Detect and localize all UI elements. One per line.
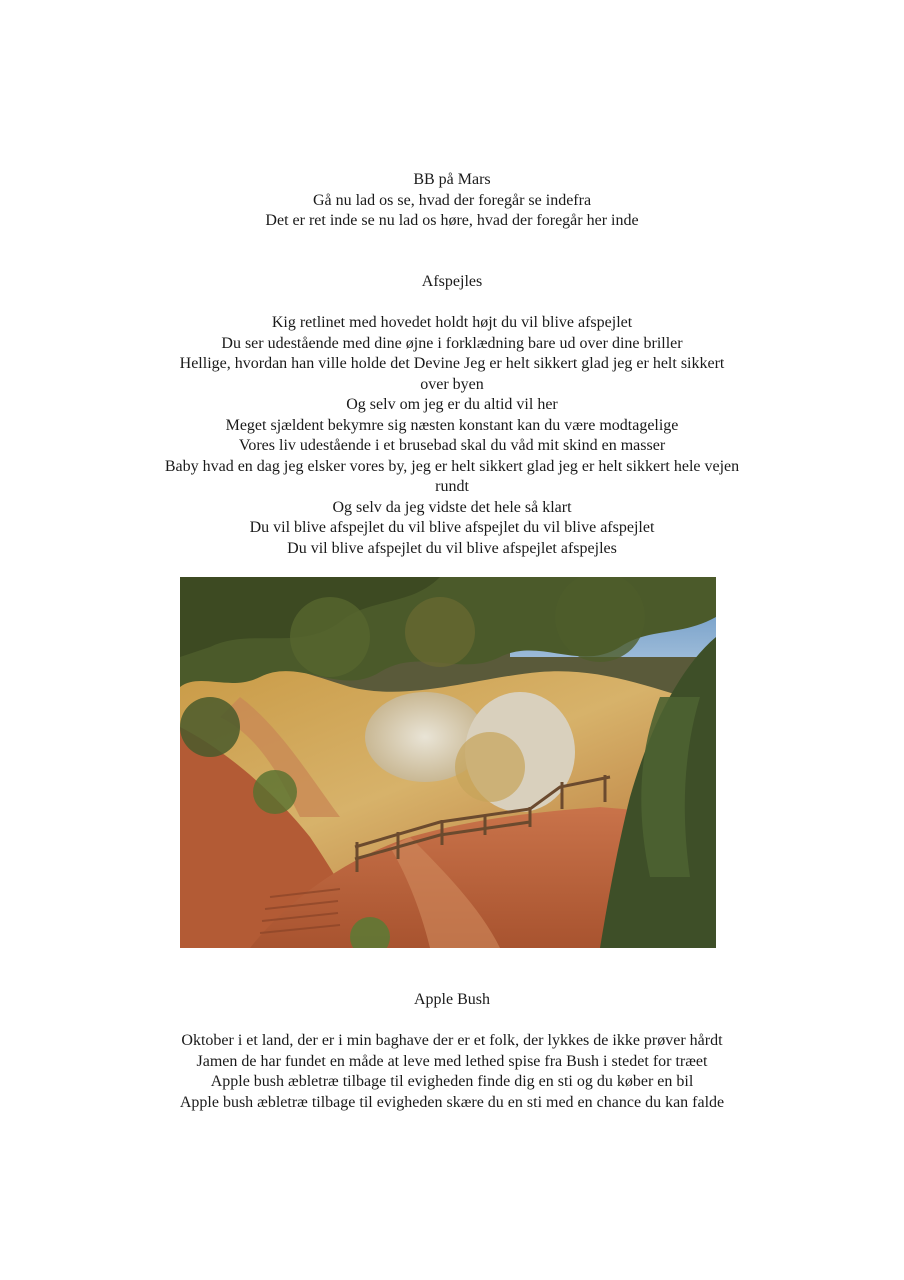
song1-title: Afspejles [421, 273, 483, 290]
intro-line: Det er ret inde se nu lad os høre, hvad der foregår her inde [265, 212, 639, 229]
song2-lyrics [0, 1031, 904, 1113]
lyric-line: over byen [420, 375, 484, 393]
song1-title-block [0, 272, 904, 293]
lyric-line: Baby hvad en dag jeg elsker vores by, jeg er helt sikkert glad jeg er helt sikkert hele vejen [164, 457, 740, 475]
ochre-cliff-photo [180, 577, 716, 948]
song2-title: Apple Bush [414, 991, 490, 1008]
lyric-line: Hellige, hvordan han ville holde det Devine Jeg er helt sikkert glad jeg er helt sikkert [179, 355, 725, 372]
lyric-line: Du ser udestående med dine øjne i forklædning bare ud over dine briller [221, 334, 683, 352]
lyric-line: Du vil blive afspejlet du vil blive afspejlet afspejles [287, 539, 617, 557]
song2-title-block [0, 990, 904, 1011]
lyric-line: Og selv da jeg vidste det hele så klart [332, 498, 572, 516]
lyric-line: Du vil blive afspejlet du vil blive afspejlet du vil blive afspejlet [249, 519, 655, 536]
intro-block [0, 170, 904, 232]
lyric-line: Og selv om jeg er du altid vil her [346, 396, 558, 413]
lyric-line: Vores liv udestående i et brusebad skal du våd mit skind en masser [238, 437, 666, 454]
lyric-line: Meget sjældent bekymre sig næsten konstant kan du være modtagelige [225, 416, 679, 434]
lyric-line: Oktober i et land, der er i min baghave der er et folk, der lykkes de ikke prøver hårdt [181, 1032, 723, 1049]
song1-lyrics [0, 313, 904, 559]
intro-line: Gå nu lad os se, hvad der foregår se indefra [312, 191, 592, 209]
lyric-line: Jamen de har fundet en måde at leve med lethed spise fra Bush i stedet for træet [196, 1052, 708, 1070]
intro-title: BB på Mars [413, 171, 491, 188]
lyric-line: rundt [435, 478, 469, 495]
lyric-line: Apple bush æbletræ tilbage til evigheden finde dig en sti og du køber en bil [210, 1073, 694, 1090]
lyric-line: Kig retlinet med hovedet holdt højt du vil blive afspejlet [271, 314, 633, 331]
lyric-line: Apple bush æbletræ tilbage til evigheden skære du en sti med en chance du kan falde [179, 1093, 725, 1111]
